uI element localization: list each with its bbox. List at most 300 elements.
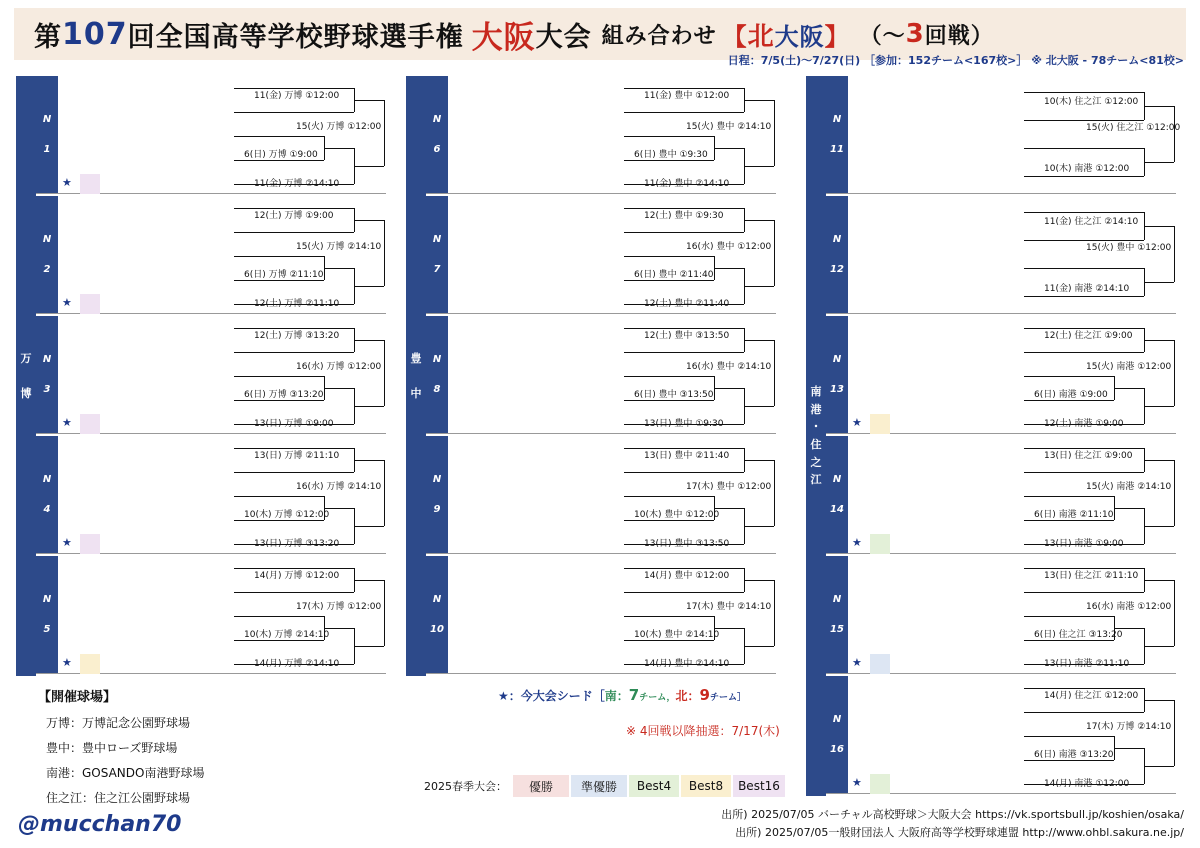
group-label [36, 196, 58, 313]
group-label [36, 316, 58, 433]
bracket-group [826, 436, 1176, 554]
group-label-char: 4 [43, 504, 51, 515]
match-label: 13(日) 豊中 ③13:50 [644, 539, 730, 549]
group-label-char: 10 [430, 624, 444, 635]
group-label [426, 316, 448, 433]
team-number [870, 166, 890, 186]
team-number [470, 582, 490, 602]
venue-bar-char: 南 [810, 385, 822, 399]
team-number [870, 342, 890, 362]
bracket-line [1144, 580, 1174, 581]
match-label: 16(水) 豊中 ①12:00 [686, 242, 772, 252]
venue-bar-char: 万 [20, 351, 32, 365]
seed-star-icon: ★ [852, 776, 862, 789]
bracket-line [1024, 148, 1144, 149]
bracket-line [1114, 388, 1144, 389]
bracket-line [1144, 526, 1174, 527]
bracket-line [384, 340, 385, 406]
bracket-line [384, 580, 385, 646]
group-label-char: 3 [43, 384, 51, 395]
match-label: 6(日) 万博 ①9:00 [244, 150, 318, 160]
seed-star-icon: ★ [852, 536, 862, 549]
author-handle: @mucchan70 [18, 812, 182, 837]
bracket-line [1144, 162, 1174, 163]
match-label: 17(木) 豊中 ②14:10 [686, 602, 772, 612]
team-number [870, 774, 890, 794]
team-number [80, 102, 100, 122]
match-label: 15(火) 住之江 ①12:00 [1086, 123, 1181, 133]
group-label-char: N [432, 354, 442, 365]
bracket-line [1024, 520, 1114, 521]
team-number [870, 630, 890, 650]
group-label-char: N [42, 114, 52, 125]
team-number [470, 342, 490, 362]
match-label: 11(金) 南港 ②14:10 [1044, 284, 1130, 294]
team-number [80, 582, 100, 602]
bracket-line [624, 472, 744, 473]
bracket-line [1024, 736, 1114, 737]
team-number [80, 174, 100, 194]
match-label: 6(日) 万博 ②11:10 [244, 270, 324, 280]
bracket-line [324, 628, 354, 629]
group-label [426, 556, 448, 673]
team-number [870, 230, 890, 250]
legend-item-banpaku: 万博：万博記念公園野球場 [46, 716, 191, 730]
team-number [470, 438, 490, 458]
title-bracket-close: 】 [824, 22, 850, 51]
team-number [470, 630, 490, 650]
team-number [470, 246, 490, 266]
source-1: 出所) 2025/07/05 バーチャル高校野球＞大阪大会 https://vk.sportsbull.jp/koshien/osaka/ [721, 808, 1184, 821]
bracket-line [1024, 352, 1144, 353]
chip-runnerup: 準優勝 [571, 775, 627, 797]
group-label-char: N [832, 594, 842, 605]
venue-bar-char: 豊 [410, 351, 422, 365]
group-label [826, 676, 848, 793]
group-label-char [835, 727, 838, 742]
bracket-group [426, 436, 776, 554]
bracket-line [1144, 646, 1174, 647]
team-number [870, 110, 890, 130]
bracket-line [624, 256, 714, 257]
group-label-char: 16 [830, 744, 844, 755]
venue-bar-char: 住 [810, 438, 822, 451]
bracket-line [234, 400, 324, 401]
group-label-char [435, 127, 438, 142]
bracket-line [744, 286, 774, 287]
group-label-char: 13 [830, 384, 844, 395]
group-label-char: 15 [830, 624, 844, 635]
venue-bar-char: 中 [410, 386, 422, 400]
title-number: 107 [62, 16, 128, 52]
match-label: 17(木) 万博 ②14:10 [1086, 722, 1172, 732]
group-label-char [835, 607, 838, 622]
team-number [870, 606, 890, 626]
bracket-line [774, 220, 775, 286]
group-label [826, 316, 848, 433]
team-number [870, 414, 890, 434]
team-number [470, 294, 490, 314]
match-label: 6(日) 万博 ③13:20 [244, 390, 324, 400]
match-label: 11(金) 住之江 ②14:10 [1044, 217, 1139, 227]
match-label: 11(金) 万博 ②14:10 [254, 179, 340, 189]
team-number [80, 126, 100, 146]
bracket-line [354, 286, 384, 287]
team-number [80, 198, 100, 218]
match-label: 14(月) 住之江 ①12:00 [1044, 691, 1139, 701]
draw-note: ※ 4回戦以降抽選：7/17(木) [626, 724, 780, 738]
title-suffix: 組み合わせ [601, 23, 717, 49]
bracket-line [1024, 592, 1144, 593]
bracket-line [774, 460, 775, 526]
title-middle: 回全国高等学校野球選手権 [127, 21, 464, 53]
group-label [426, 196, 448, 313]
spring-legend [424, 774, 787, 798]
title-round-close: 回戦） [924, 23, 994, 49]
venue-bar-char: 江 [810, 473, 822, 487]
venue-bar-char [414, 367, 418, 385]
group-label-char [835, 487, 838, 502]
bracket-line [744, 166, 774, 167]
team-number [470, 126, 490, 146]
match-label: 15(火) 南港 ①12:00 [1086, 362, 1172, 372]
seed-star-icon: ★ [62, 416, 72, 429]
match-label: 15(火) 豊中 ①12:00 [1086, 243, 1172, 253]
match-label: 6(日) 豊中 ①9:30 [634, 150, 708, 160]
bracket-line [624, 112, 744, 113]
group-label-char: N [832, 474, 842, 485]
match-label: 17(木) 豊中 ①12:00 [686, 482, 772, 492]
venue-bar-char: 之 [810, 455, 822, 469]
bracket-group [426, 76, 776, 194]
bracket-line [744, 580, 774, 581]
bracket-line [354, 166, 384, 167]
team-number [870, 582, 890, 602]
venue-bar-char [24, 367, 28, 385]
bracket-line [354, 220, 384, 221]
seed-star-icon: ★ [62, 176, 72, 189]
team-number [470, 510, 490, 530]
bracket-line [384, 100, 385, 166]
bracket-line [1174, 700, 1175, 766]
match-label: 16(水) 南港 ①12:00 [1086, 602, 1172, 612]
bracket-line [1024, 712, 1144, 713]
team-number [80, 294, 100, 314]
match-label: 15(火) 南港 ②14:10 [1086, 482, 1172, 492]
match-label: 13(日) 万博 ③13:20 [254, 539, 340, 549]
match-label: 17(木) 万博 ①12:00 [296, 602, 382, 612]
team-number [870, 534, 890, 554]
seed-star-icon: ★ [852, 656, 862, 669]
match-label: 11(金) 万博 ①12:00 [254, 91, 340, 101]
chip-best16: Best16 [733, 775, 785, 797]
team-number [470, 462, 490, 482]
match-label: 13(日) 住之江 ①9:00 [1044, 451, 1133, 461]
team-number [80, 654, 100, 674]
bracket-line [774, 580, 775, 646]
group-label-char: N [432, 234, 442, 245]
match-label: 13(日) 豊中 ①9:30 [644, 419, 724, 429]
bracket-line [1024, 496, 1114, 497]
bracket-line [1144, 340, 1174, 341]
venue-bar-char: 港 [810, 402, 822, 416]
match-label: 13(日) 住之江 ②11:10 [1044, 571, 1139, 581]
group-label-char: N [432, 594, 442, 605]
bracket-group [826, 76, 1181, 194]
team-number [80, 558, 100, 578]
team-number [870, 438, 890, 458]
seed-note-north: 北： [675, 689, 700, 703]
bracket-group [36, 76, 386, 194]
bracket-line [234, 136, 324, 137]
seed-note-unit1: チーム， [639, 693, 676, 703]
team-number [870, 678, 890, 698]
bracket-line [324, 388, 354, 389]
title-prefix: 第 [34, 21, 62, 53]
title-bracket-open: 【 [722, 22, 748, 51]
team-number [80, 486, 100, 506]
team-number [80, 630, 100, 650]
team-number [470, 414, 490, 434]
team-number [870, 654, 890, 674]
seed-note-south-count: 7 [628, 686, 640, 704]
bracket-line [1144, 282, 1174, 283]
bracket-line [1024, 92, 1144, 93]
group-label-char [435, 607, 438, 622]
bracket-line [1114, 508, 1144, 509]
title-osaka2: 大阪 [774, 22, 825, 51]
team-number [80, 414, 100, 434]
bracket-line [624, 376, 714, 377]
bracket-line [1174, 340, 1175, 406]
bracket-line [624, 136, 714, 137]
team-number [80, 78, 100, 98]
seed-note-unit2: チーム］ [709, 693, 746, 703]
group-label [36, 76, 58, 193]
group-label-char [835, 367, 838, 382]
bracket-line [624, 232, 744, 233]
match-label: 13(日) 万博 ①9:00 [254, 419, 334, 429]
group-label-char [435, 367, 438, 382]
seed-note-prefix: ★：今大会シード［ [498, 689, 605, 703]
team-number [470, 390, 490, 410]
match-label: 16(水) 豊中 ②14:10 [686, 362, 772, 372]
match-label: 6(日) 住之江 ③13:20 [1034, 630, 1123, 640]
team-number [870, 726, 890, 746]
team-number [870, 462, 890, 482]
group-label-char [45, 487, 48, 502]
team-number [80, 342, 100, 362]
bracket-line [774, 340, 775, 406]
group-label-char: N [832, 714, 842, 725]
bracket-line [1024, 176, 1144, 177]
match-label: 10(木) 住之江 ①12:00 [1044, 97, 1139, 107]
team-number [870, 510, 890, 530]
group-label [36, 556, 58, 673]
team-number [870, 486, 890, 506]
match-label: 6(日) 豊中 ③13:50 [634, 390, 714, 400]
bracket-line [1024, 616, 1114, 617]
bracket-line [234, 472, 354, 473]
bracket-line [744, 406, 774, 407]
match-label: 13(日) 南港 ①9:00 [1044, 539, 1124, 549]
bracket-line [1174, 460, 1175, 526]
team-number [870, 318, 890, 338]
bracket-group [36, 316, 386, 434]
team-number [470, 102, 490, 122]
bracket-line [354, 646, 384, 647]
match-label: 6(日) 南港 ③13:20 [1034, 750, 1114, 760]
match-label: 6(日) 豊中 ②11:40 [634, 270, 714, 280]
match-label: 12(土) 住之江 ①9:00 [1044, 331, 1133, 341]
seed-note [498, 686, 746, 704]
group-label-char: 2 [43, 264, 51, 275]
team-number [80, 606, 100, 626]
team-number [470, 150, 490, 170]
bracket-group [426, 196, 776, 314]
match-label: 14(月) 万博 ②14:10 [254, 659, 340, 669]
chip-best4: Best4 [629, 775, 679, 797]
bracket-line [324, 508, 354, 509]
bracket-line [1024, 212, 1144, 213]
bracket-line [234, 112, 354, 113]
bracket-line [1144, 460, 1174, 461]
group-label-char [435, 247, 438, 262]
bracket-line [1144, 226, 1174, 227]
legend-item-suminoe: 住之江：住之江公園野球場 [46, 791, 191, 805]
bracket-group [826, 316, 1176, 434]
bracket-line [624, 400, 714, 401]
source-2: 出所) 2025/07/05一般財団法人 大阪府高等学校野球連盟 http://www.ohbl.sakura.ne.jp/ [735, 826, 1184, 839]
group-label-char: 11 [830, 144, 844, 155]
team-number [80, 510, 100, 530]
match-label: 10(木) 南港 ①12:00 [1044, 164, 1130, 174]
bracket-line [1114, 628, 1144, 629]
legend-title: 【開催球場】 [38, 690, 117, 705]
bracket-line [1144, 406, 1174, 407]
bracket-line [1114, 748, 1144, 749]
venue-bar-char: ・ [810, 420, 822, 434]
group-label [426, 436, 448, 553]
team-number [80, 150, 100, 170]
group-label-char: N [42, 234, 52, 245]
team-number [470, 222, 490, 242]
match-label: 14(月) 豊中 ②14:10 [644, 659, 730, 669]
group-label-char: 1 [43, 144, 51, 155]
spring-label: 2025春季大会： [424, 780, 507, 793]
team-number [470, 654, 490, 674]
team-number [470, 318, 490, 338]
match-label: 14(月) 万博 ①12:00 [254, 571, 340, 581]
bracket-line [234, 232, 354, 233]
match-label: 10(木) 万博 ①12:00 [244, 510, 330, 520]
group-label-char: 12 [830, 264, 844, 275]
team-number [870, 558, 890, 578]
group-label-char: N [832, 234, 842, 245]
bracket-line [234, 616, 324, 617]
bracket-line [744, 526, 774, 527]
group-label-char: 9 [433, 504, 441, 515]
bracket-group [826, 196, 1176, 314]
bracket-line [354, 580, 384, 581]
venue-bar [16, 76, 36, 676]
bracket-line [234, 256, 324, 257]
match-label: 16(水) 万博 ①12:00 [296, 362, 382, 372]
group-label [36, 436, 58, 553]
bracket-group [826, 676, 1176, 794]
match-label: 12(土) 南港 ①9:00 [1044, 419, 1124, 429]
group-label-char: N [42, 594, 52, 605]
bracket-line [744, 646, 774, 647]
team-number [470, 366, 490, 386]
group-label-char [45, 367, 48, 382]
title-north: 北 [747, 21, 775, 52]
group-label-char [435, 487, 438, 502]
bracket-line [1174, 106, 1175, 162]
bracket-line [324, 148, 354, 149]
team-number [470, 78, 490, 98]
match-label: 10(木) 豊中 ②14:10 [634, 630, 720, 640]
bracket-line [234, 496, 324, 497]
seed-note-south: 南： [604, 689, 629, 703]
team-number [470, 270, 490, 290]
legend-item-nanko: 南港：GOSANDO南港野球場 [46, 766, 205, 780]
team-number [80, 222, 100, 242]
team-number [470, 606, 490, 626]
bracket-line [354, 406, 384, 407]
bracket-line [624, 640, 714, 641]
team-number [870, 82, 890, 102]
team-number [80, 462, 100, 482]
bracket-line [1024, 472, 1144, 473]
bracket-group [426, 316, 776, 434]
seed-note-north-count: 9 [699, 686, 710, 704]
bracket-line [714, 388, 744, 389]
bracket-line [1024, 400, 1114, 401]
bracket-line [354, 100, 384, 101]
match-label: 12(土) 豊中 ①9:30 [644, 211, 724, 221]
bracket-line [1024, 268, 1144, 269]
group-label-char [835, 127, 838, 142]
seed-star-icon: ★ [62, 536, 72, 549]
bracket-line [714, 628, 744, 629]
bracket-line [744, 460, 774, 461]
match-label: 6(日) 南港 ①9:00 [1034, 390, 1108, 400]
match-label: 15(火) 万博 ①12:00 [296, 122, 382, 132]
team-number [80, 246, 100, 266]
bracket-line [1024, 376, 1114, 377]
bracket-group [426, 556, 776, 674]
team-number [470, 534, 490, 554]
team-number [870, 258, 890, 278]
bracket-group [36, 556, 386, 674]
bracket-line [624, 520, 714, 521]
venue-bar-char: 博 [20, 386, 32, 400]
group-label-char [835, 247, 838, 262]
title-osaka: 大阪 [471, 19, 536, 56]
match-label: 10(木) 豊中 ①12:00 [634, 510, 720, 520]
bracket-line [234, 640, 324, 641]
bracket-line [1144, 700, 1174, 701]
match-label: 11(金) 豊中 ②14:10 [644, 179, 730, 189]
team-number [870, 702, 890, 722]
group-label [826, 556, 848, 673]
team-number [470, 198, 490, 218]
group-label-char: 7 [433, 264, 441, 275]
group-label-char: 5 [43, 624, 51, 635]
bracket-line [234, 280, 324, 281]
bracket-line [384, 220, 385, 286]
